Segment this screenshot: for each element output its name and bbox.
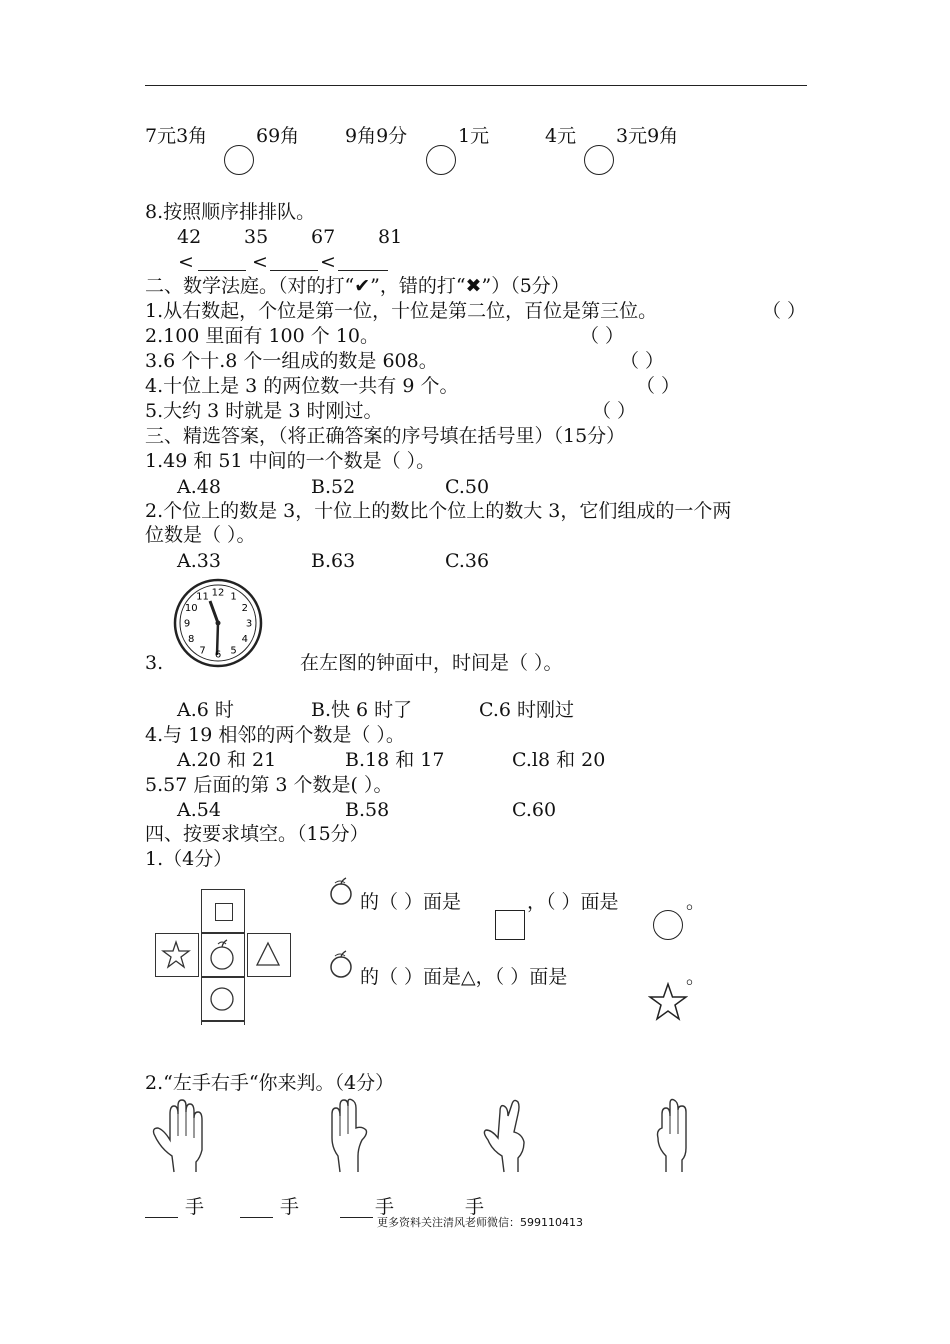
compare-circle[interactable] [224, 145, 254, 175]
answer-blank[interactable] [340, 1217, 373, 1218]
answer-paren[interactable]: （ ） [762, 300, 807, 322]
option[interactable]: C.36 [445, 550, 490, 572]
compare-c-right: 3元9角 [616, 125, 679, 147]
q3-num: 3. [145, 652, 164, 674]
option[interactable]: A.33 [177, 550, 221, 572]
option[interactable]: C.6 时刚过 [479, 699, 575, 721]
sec2-item: 5.大约 3 时就是 3 时刚过。 [145, 400, 383, 422]
option[interactable]: A.20 和 21 [177, 749, 277, 771]
sec2-item: 3.6 个十.8 个一组成的数是 608。 [145, 350, 438, 372]
option[interactable]: C.50 [445, 476, 490, 498]
q2-line1: 2.个位上的数是 3，十位上的数比个位上的数大 3，它们组成的一个两 [145, 500, 732, 522]
clock-numeral: 1 [230, 591, 237, 603]
q8-num: 42 [177, 226, 202, 248]
compare-circle[interactable] [584, 145, 614, 175]
row1-text-a: 的（ ）面是 [360, 891, 462, 913]
q8-num: 81 [378, 226, 403, 248]
top-rule [145, 85, 807, 86]
answer-blank[interactable] [198, 270, 246, 271]
row2-text: 的（ ）面是△，（ ）面是 [360, 966, 568, 988]
compare-circle[interactable] [426, 145, 456, 175]
clock-numeral: 8 [188, 634, 195, 645]
compare-b-left: 9角9分 [345, 125, 408, 147]
circle-icon [202, 978, 243, 1019]
net-cell-top [201, 889, 245, 933]
answer-paren[interactable]: （ ） [620, 350, 665, 372]
clock-numeral: 3 [245, 618, 253, 630]
compare-c-left: 4元 [545, 125, 577, 147]
sec4-title: 四、按要求填空。（15分） [145, 823, 369, 845]
answer-blank[interactable] [145, 1217, 178, 1218]
q4-text: 4.与 19 相邻的两个数是（ ）。 [145, 724, 405, 746]
hand-label: 手 [375, 1196, 395, 1218]
clock-icon [170, 577, 266, 669]
sec2-title: 二、数学法庭。（对的打“✔”，错的打“✖”）（5分） [145, 275, 570, 297]
apple-icon [202, 934, 243, 975]
clock-numeral: 12 [211, 587, 225, 599]
q2-line2: 位数是（ ）。 [145, 524, 256, 546]
answer-paren[interactable]: （ ） [592, 400, 637, 422]
option[interactable]: B.52 [311, 476, 356, 498]
option[interactable]: A.48 [177, 476, 221, 498]
q8-title: 8.按照顺序排排队。 [145, 201, 316, 223]
footer-note: 更多资料关注清风老师微信：599110413 [377, 1216, 583, 1229]
hand-label: 手 [465, 1196, 485, 1218]
net-cell-bottom [201, 977, 245, 1021]
hand-label: 手 [185, 1196, 205, 1218]
answer-paren[interactable]: （ ） [580, 325, 625, 347]
row2-end: 。 [686, 966, 706, 988]
option[interactable]: C.l8 和 20 [512, 749, 606, 771]
option[interactable]: A.6 时 [177, 699, 234, 721]
row1-end: 。 [686, 891, 706, 913]
option[interactable]: A.54 [177, 799, 221, 821]
q8-num: 67 [311, 226, 336, 248]
clock-numeral: 4 [241, 634, 248, 645]
sec3-title: 三、精选答案，（将正确答案的序号填在括号里）（15分） [145, 425, 626, 447]
sec2-item: 2.100 里面有 100 个 10。 [145, 325, 379, 347]
net-cell-edge [201, 1021, 245, 1025]
square-icon [495, 910, 525, 940]
clock-numeral: 6 [214, 649, 222, 661]
q5-text: 5.57 后面的第 3 个数是( ）。 [145, 774, 393, 796]
clock-numeral: 10 [184, 603, 198, 614]
option[interactable]: B.63 [311, 550, 356, 572]
lt-sign: < [252, 251, 268, 273]
hand-icon [328, 1098, 372, 1174]
clock-numeral: 9 [183, 618, 191, 630]
option[interactable]: B.58 [345, 799, 390, 821]
lt-sign: < [320, 251, 336, 273]
clock-numeral: 11 [196, 591, 209, 603]
triangle-icon [248, 934, 289, 975]
answer-blank[interactable] [240, 1217, 273, 1218]
hand-icon [652, 1098, 696, 1174]
compare-a-left: 7元3角 [145, 125, 208, 147]
hand-icon [150, 1098, 210, 1174]
option[interactable]: B.18 和 17 [345, 749, 445, 771]
circle-icon [653, 910, 683, 940]
clock-numeral: 5 [230, 645, 237, 657]
row1-text-b: ，（ ）面是 [527, 891, 619, 913]
answer-blank[interactable] [338, 270, 388, 271]
square-icon [215, 903, 233, 921]
option[interactable]: B.快 6 时了 [311, 699, 413, 721]
sec2-item: 4.十位上是 3 的两位数一共有 9 个。 [145, 375, 459, 397]
q1-text: 1.49 和 51 中间的一个数是（ ）。 [145, 450, 436, 472]
compare-a-right: 69角 [256, 125, 300, 147]
apple-icon [327, 950, 355, 980]
clock-numeral: 7 [199, 645, 206, 657]
apple-icon [327, 877, 355, 907]
option[interactable]: C.60 [512, 799, 557, 821]
q2-label: 2.“左手右手“你来判。（4分） [145, 1072, 395, 1094]
q3-text: 在左图的钟面中，时间是（ ）。 [300, 652, 563, 674]
answer-paren[interactable]: （ ） [636, 375, 681, 397]
star-icon [156, 934, 197, 975]
net-cell-center [201, 933, 245, 977]
compare-b-right: 1元 [458, 125, 490, 147]
hand-label: 手 [280, 1196, 300, 1218]
q1-label: 1.（4分） [145, 848, 233, 870]
q8-num: 35 [244, 226, 269, 248]
clock-numeral: 2 [241, 603, 248, 614]
answer-blank[interactable] [270, 270, 318, 271]
lt-sign: < [178, 251, 194, 273]
net-cell-left [155, 933, 199, 977]
sec2-item: 1.从右数起，个位是第一位，十位是第二位，百位是第三位。 [145, 300, 658, 322]
star-icon [648, 982, 688, 1022]
net-cell-right [247, 933, 291, 977]
hand-icon [478, 1098, 538, 1174]
